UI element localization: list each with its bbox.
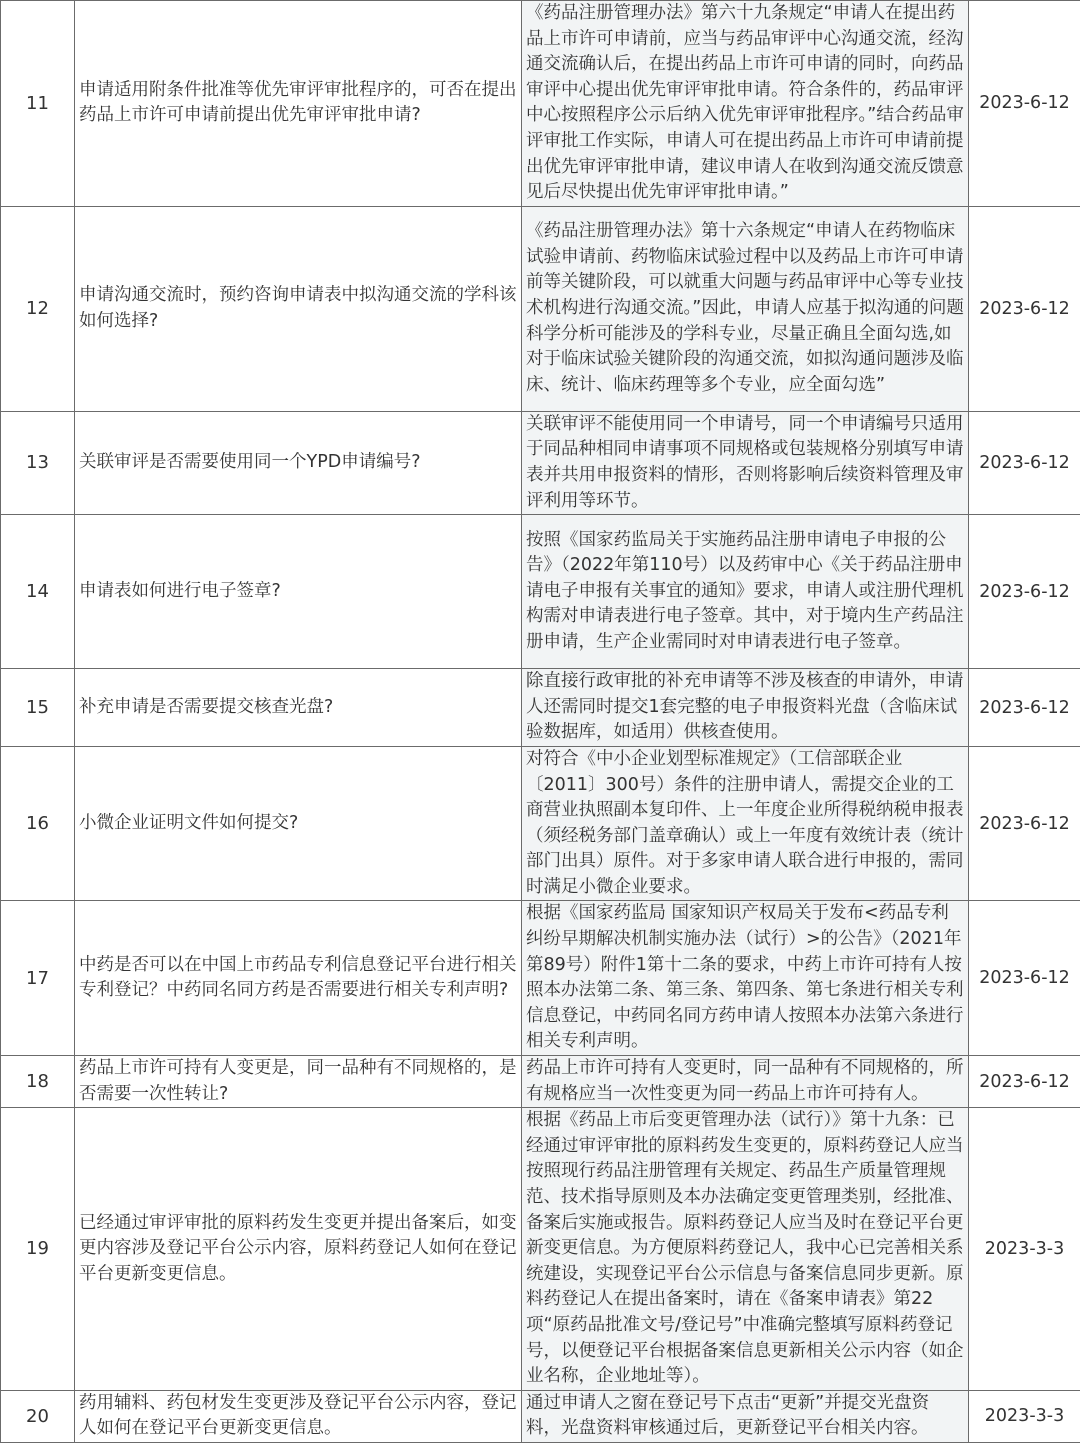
date-cell: 2023-6-12 xyxy=(969,411,1080,514)
date-cell: 2023-3-3 xyxy=(969,1390,1080,1442)
answer-cell: 《药品注册管理办法》第六十九条规定“申请人在提出药品上市许可申请前，应当与药品审评中心沟通交流，经沟通交流确认后，在提出药品上市许可申请的同时，向药品审评中心提出优先审评审批申请。符合条件的，药品审评中心按照程序公示后纳入优先审评审批程序。”结合药品审评审批工作实际，申请人可在提出药品上市许可申请前提出优先审评审批申请，建议申请人在收到沟通交流反馈意见后尽快提出优先审评审批申请。” xyxy=(522,1,969,207)
question-cell: 药用辅料、药包材发生变更涉及登记平台公示内容，登记人如何在登记平台更新变更信息。 xyxy=(75,1390,522,1442)
date-cell: 2023-6-12 xyxy=(969,1056,1080,1108)
answer-cell: 关联审评不能使用同一个申请号，同一个申请编号只适用于同品种相同申请事项不同规格或包装规格分别填写申请表并共用申报资料的情形，否则将影响后续资料管理及审评利用等环节。 xyxy=(522,411,969,514)
row-number: 13 xyxy=(1,411,75,514)
date-cell: 2023-6-12 xyxy=(969,206,1080,411)
row-number: 14 xyxy=(1,515,75,669)
date-cell: 2023-6-12 xyxy=(969,746,1080,901)
answer-cell: 《药品注册管理办法》第十六条规定“申请人在药物临床试验申请前、药物临床试验过程中以及药品上市许可申请前等关键阶段，可以就重大问题与药品审评中心等专业技术机构进行沟通交流。”因此，申请人应基于拟沟通的问题科学分析可能涉及的学科专业，尽量正确且全面勾选,如对于临床试验关键阶段的沟通交流，如拟沟通问题涉及临床、统计、临床药理等多个专业，应全面勾选” xyxy=(522,206,969,411)
row-number: 15 xyxy=(1,669,75,747)
date-cell: 2023-3-3 xyxy=(969,1108,1080,1391)
question-cell: 申请沟通交流时，预约咨询申请表中拟沟通交流的学科该如何选择? xyxy=(75,206,522,411)
question-cell: 申请适用附条件批准等优先审评审批程序的，可否在提出药品上市许可申请前提出优先审评审批申请? xyxy=(75,1,522,207)
answer-cell: 根据《药品上市后变更管理办法（试行）》第十九条：已经通过审评审批的原料药发生变更的，原料药登记人应当按照现行药品注册管理有关规定、药品生产质量管理规范、技术指导原则及本办法确定变更管理类别，经批准、备案后实施或报告。原料药登记人应当及时在登记平台更新变更信息。为方便原料药登记人，我中心已完善相关系统建设，实现登记平台公示信息与备案信息同步更新。原料药登记人在提出备案时，请在《备案申请表》第22项“原药品批准文号/登记号”中准确完整填写原料药登记号，以便登记平台根据备案信息更新相关公示内容（如企业名称，企业地址等）。 xyxy=(522,1108,969,1391)
question-cell: 申请表如何进行电子签章? xyxy=(75,515,522,669)
row-number: 12 xyxy=(1,206,75,411)
table-row xyxy=(1,1056,1080,1108)
table-row xyxy=(1,411,1080,514)
question-cell: 补充申请是否需要提交核查光盘? xyxy=(75,669,522,747)
answer-cell: 按照《国家药监局关于实施药品注册申请电子申报的公告》（2022年第110号）以及药审中心《关于药品注册申请电子申报有关事宜的通知》要求，申请人或注册代理机构需对申请表进行电子签章。其中，对于境内生产药品注册申请，生产企业需同时对申请表进行电子签章。 xyxy=(522,515,969,669)
answer-cell: 通过申请人之窗在登记号下点击“更新”并提交光盘资料，光盘资料审核通过后，更新登记平台相关内容。 xyxy=(522,1390,969,1442)
row-number: 20 xyxy=(1,1390,75,1442)
question-cell: 药品上市许可持有人变更是，同一品种有不同规格的，是否需要一次性转让? xyxy=(75,1056,522,1108)
question-cell: 中药是否可以在中国上市药品专利信息登记平台进行相关专利登记？中药同名同方药是否需要进行相关专利声明? xyxy=(75,901,522,1056)
question-cell: 关联审评是否需要使用同一个YPD申请编号? xyxy=(75,411,522,514)
table-row xyxy=(1,901,1080,1056)
table-row xyxy=(1,1390,1080,1442)
table-row xyxy=(1,746,1080,901)
row-number: 17 xyxy=(1,901,75,1056)
row-number: 18 xyxy=(1,1056,75,1108)
date-cell: 2023-6-12 xyxy=(969,1,1080,207)
table-row xyxy=(1,669,1080,747)
table-row xyxy=(1,206,1080,411)
answer-cell: 药品上市许可持有人变更时，同一品种有不同规格的，所有规格应当一次性变更为同一药品上市许可持有人。 xyxy=(522,1056,969,1108)
date-cell: 2023-6-12 xyxy=(969,515,1080,669)
date-cell: 2023-6-12 xyxy=(969,901,1080,1056)
table-row xyxy=(1,515,1080,669)
date-cell: 2023-6-12 xyxy=(969,669,1080,747)
answer-cell: 根据《国家药监局 国家知识产权局关于发布<药品专利纠纷早期解决机制实施办法（试行）>的公告》（2021年第89号）附件1第十二条的要求，中药上市许可持有人按照本办法第二条、第三条、第四条、第七条进行相关专利信息登记，中药同名同方药申请人按照本办法第六条进行相关专利声明。 xyxy=(522,901,969,1056)
table-row xyxy=(1,1,1080,207)
row-number: 19 xyxy=(1,1108,75,1391)
answer-cell: 除直接行政审批的补充申请等不涉及核查的申请外，申请人还需同时提交1套完整的电子申报资料光盘（含临床试验数据库，如适用）供核查使用。 xyxy=(522,669,969,747)
row-number: 11 xyxy=(1,1,75,207)
question-cell: 小微企业证明文件如何提交? xyxy=(75,746,522,901)
row-number: 16 xyxy=(1,746,75,901)
table-row xyxy=(1,1108,1080,1391)
answer-cell: 对符合《中小企业划型标准规定》（工信部联企业〔2011〕300号）条件的注册申请人，需提交企业的工商营业执照副本复印件、上一年度企业所得税纳税申报表（须经税务部门盖章确认）或上一年度有效统计表（统计部门出具）原件。对于多家申请人联合进行申报的，需同时满足小微企业要求。 xyxy=(522,746,969,901)
question-cell: 已经通过审评审批的原料药发生变更并提出备案后，如变更内容涉及登记平台公示内容，原料药登记人如何在登记平台更新变更信息。 xyxy=(75,1108,522,1391)
